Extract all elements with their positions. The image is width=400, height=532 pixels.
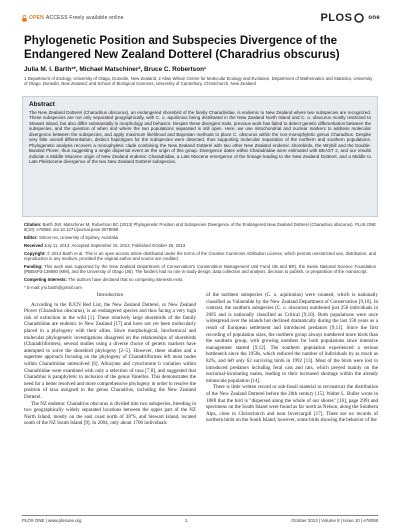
body-paragraph: According to the IUCN Red List, the New Zealand Dotterel, or New Zealand Plover (Charadrius obscurus), is an endangered species and thus facing a very high risk of extinction in the wild [1]. These relatively large shorebirds of the family Charadriidae are endemic to New Zealand [17] and have not yet been molecularly placed in a phylogeny with their allies. Since morphological, biochemical and molecular phylogenetic investigations disagreed on the relationships of shorebirds (Charadriiformes), several studies using a diverse choice of genetic markers have attempted to solve the shorebird phylogeny [2–5]. However, these studies and a supertree approach focusing on the phylogeny of Charadriiformes left most nodes within Charadriidae unresolved [6]. Allozyme and cytochrome b variation within Charadriidae were examined with only a selection of taxa [7,8], and suggested that Charadrius is paraphyletic in inclusion of the genus Vanellus. This demonstrates the need for a better resolved and more comprehensive phylogeny in order to resolve the position of taxa assigned to the genus Charadrius, including the New Zealand Dotterel. [24,301,196,400]
plos-one-logo [320,12,380,24]
body-column-left [24,292,196,427]
copyright-text: © 2013 Barth et al. This is an open-access article distributed under the terms of the Creative Commons Attribution License, which permits unrestricted use, distribution, and reproduction in any medium, provided the original author and source are credited. [24,250,376,261]
editor-line [24,235,376,240]
citation-text[interactable]: Barth JMI, Matschiner M, Robertson BC (2013) Phylogenetic Position and Subspecies Divergence of the Endangered New Zealand Dotterel (Charadrius obscurus). PLoS ONE 8(10): e78068. doi:10.1371/journal.pone.0078068 [24,222,376,233]
open-access-badge [22,15,124,21]
copyright-label: Copyright: [24,250,46,256]
competing-line [24,277,376,282]
funding-label: Funding: [24,263,43,269]
competing-label: Competing Interests: [24,276,67,282]
article-authors: Julia M. I. Barth¹*, Michael Matschiner², Bruce C. Robertson¹ [24,66,207,73]
citation-label: Citation: [24,222,42,227]
plos-logo-text: PLOS [320,12,353,24]
plos-logo-sub: one [368,15,380,21]
dates-text: July 11, 2013; Accepted September 15, 2013; Published October 25, 2013 [44,242,186,248]
abstract-text: The New Zealand Dotterel (Charadrius obscurus), an endangered shorebird of the family Charadriidae, is endemic to New Zealand where two subspecies are recognized. These subspecies are not only separated geographically, with C. o. aquilonius being distributed in the New Zealand North Island and C. o. obscurus mostly restricted to Stewart Island, but also differ substantially in morphology and behavior. Despite these divergent traits, previous work has failed to detect genetic differentiation between the subspecies, and the question of when and where the two populations separated is still open. Here, we use mitochondrial and nuclear markers to address molecular divergence between the subspecies, and apply maximum likelihood and Bayesian methods to place C. obscurus within the non-monophyletic genus Charadrius. Despite very little overall differentiation, distinct haplotypes for the subspecies were detected, thus supporting molecular separation of the northern and southern populations. Phylogenetic analysis recovers a monophyletic clade combining the New Zealand Dotterel with two other New Zealand endemic shorebirds, the Wrybill and the Double-Banded Plover, thus suggesting a single dispersal event as the origin of this group. Divergence dates within Charadriidae were estimated with BEAST 2, and our results indicate a Middle Miocene origin of New Zealand endemic Charadriidae, a Late Miocene emergence of the lineage leading to the New Zealand Dotterel, and a Middle to Late Pleistocene divergence of the two New Zealand Dotterel subspecies. [29,110,371,165]
page-footer [22,515,378,523]
plos-logo-mark-icon [354,13,364,23]
body-paragraph: There is little written record or sub-fossil material to reconstruct the distribution of the New Zealand Dotterel before the 20th century [15]. Walter L. Buller wrote in 1888 that the bird is "dispersed along the whole of our shores" [16], page 299) and specimens on the South Island were found as far north as Nelson, along the Southern Alps, close to Christchurch and near Invercargill [17]. There are no records of northern birds on the South Island; however, some birds showing the behavior of the [206,384,378,424]
article-metadata [24,222,376,292]
citation-line [24,222,376,233]
footer-issue: October 2013 | Volume 8 | Issue 10 | e78068 [291,517,378,523]
introduction-heading: Introduction [96,292,124,298]
open-access-lock-icon [22,15,27,21]
author-affiliations: 1 Department of Zoology, University of Otago, Dunedin, New Zealand, 2 Allan Wilson Centre for Molecular Ecology and Evolution, Department of Mathematics and Statistics, University of Otago, Dunedin, New Zealand; and School of Biological Sciences, University of Canterbury, Christchurch, New Zealand [24,76,373,87]
funding-line [24,264,376,275]
page-header [22,12,380,28]
body-paragraph: The NZ endemic Charadrius obscurus is divided into two subspecies, breeding in two geographically widely separated locations between the upper part of the NZ North Island, mostly on the east coast north of 38°S, and Stewart Island, located south of the NZ South Island [9]. In 2004, only about 1700 individuals [24,400,196,427]
editor-text: Simon Ho, University of Sydney, Australia [39,235,119,241]
open-access-label: OPEN [29,15,44,21]
email-line[interactable]: * E-mail: jmi.barth@gmail.com [24,284,82,290]
funding-text: This work was supported by the New Zealand Department of Conservation's Conservation Management Unit Fund UB and BR), the Swiss National Science Foundation (PBBSP3-138680 (MM), and the University of Otago (JB). The funders had no role in study design, data collection and analysis, decision to publish, or preparation of the manuscript. [24,263,376,275]
competing-text: The authors have declared that no competing interests exist. [68,276,184,282]
editor-label: Editor: [24,235,38,241]
footer-journal[interactable]: PLOS ONE | www.plosone.org [22,517,82,523]
dates-line [24,243,376,248]
body-column-right [206,292,378,424]
abstract-heading: Abstract [29,101,55,108]
copyright-line [24,251,376,262]
dates-label: Received [24,242,43,248]
article-title: Phylogenetic Position and Subspecies Divergence of the Endangered New Zealand Dotterel (Charadrius obscurus) [24,34,340,61]
open-access-rest: ACCESS Freely available online [45,15,124,21]
body-paragraph: of the northern subspecies (C. o. aquilonius) were counted, which is nationally classified as Vulnerable by the New Zealand Department of Conservation [9,10]. In contrast, the southern subspecies (C. o. obscurus) numbered just 250 individuals in 2005 and is nationally classified as Critical [9,10]. Both populations were once widespread over the islands but declined dramatically during the last 150 years as a result of European settlement and introduced predators [9,11]. Since the first recording of population sizes, the northern group always numbered more birds than the southern group, with growing numbers for both populations since intensive management started [9,12]. The southern population experienced a serious bottleneck since the 1950s, which reduced the number of individuals by as much as 82%, and left only 62 surviving birds in 1992 [13]. Most of the birds were lost to introduced predators including feral cats and rats, which preyed mainly on the nocturnal-incubating males, leading to their increased shortage within the already minuscule population [14]. [206,292,378,384]
abstract-box [22,96,378,217]
footer-page-number: 1 [185,517,188,523]
